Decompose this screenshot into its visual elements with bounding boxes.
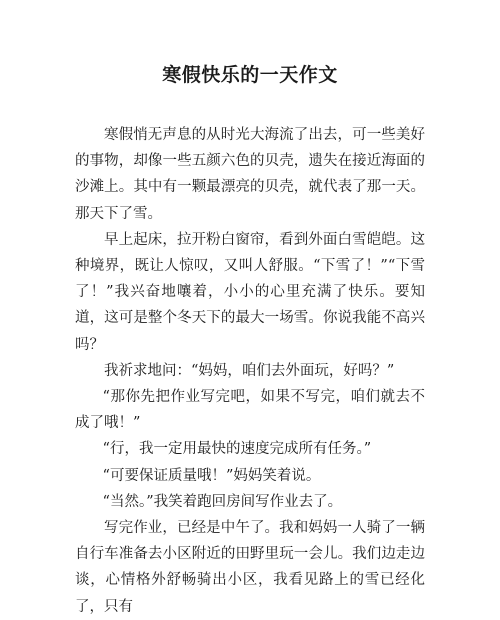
paragraph-3: 我祈求地问：“妈妈，咱们去外面玩，好吗？” <box>104 362 395 379</box>
paragraph-1: 寒假悄无声息的从时光大海流了出去，可一些美好的事物，却像一些五颜六色的贝壳，遗失在接近海面的沙滩上。其中有一颗最漂亮的贝壳，就代表了那一天。那天下了雪。 <box>75 127 425 222</box>
paragraph-2: 早上起床，拉开粉白窗帘，看到外面白雪皑皑。这种境界，既让人惊叹，又叫人舒服。“下雪了！”“下雪了！”我兴奋地嚷着，小小的心里充满了快乐。要知道，这可是整个冬天下的最大一场雪。你说我能不高兴吗？ <box>75 231 425 353</box>
paragraph-5: “行，我一定用最快的速度完成所有任务。” <box>102 441 372 458</box>
paragraph-8: 写完作业，已经是中午了。我和妈妈一人骑了一辆自行车准备去小区附近的田野里玩一会儿。我们边走边谈，心情格外舒畅骑出小区，我看见路上的雪已经化了，只有 <box>75 520 425 615</box>
essay-body <box>75 122 425 620</box>
paragraph-7: “当然。”我笑着跑回房间写作业去了。 <box>102 493 343 510</box>
paragraph-6: “可要保证质量哦！”妈妈笑着说。 <box>102 467 321 484</box>
essay-title: 寒假快乐的一天作文 <box>162 64 338 86</box>
paragraph-4: “那你先把作业写完吧，如果不写完，咱们就去不成了哦！” <box>75 389 425 432</box>
